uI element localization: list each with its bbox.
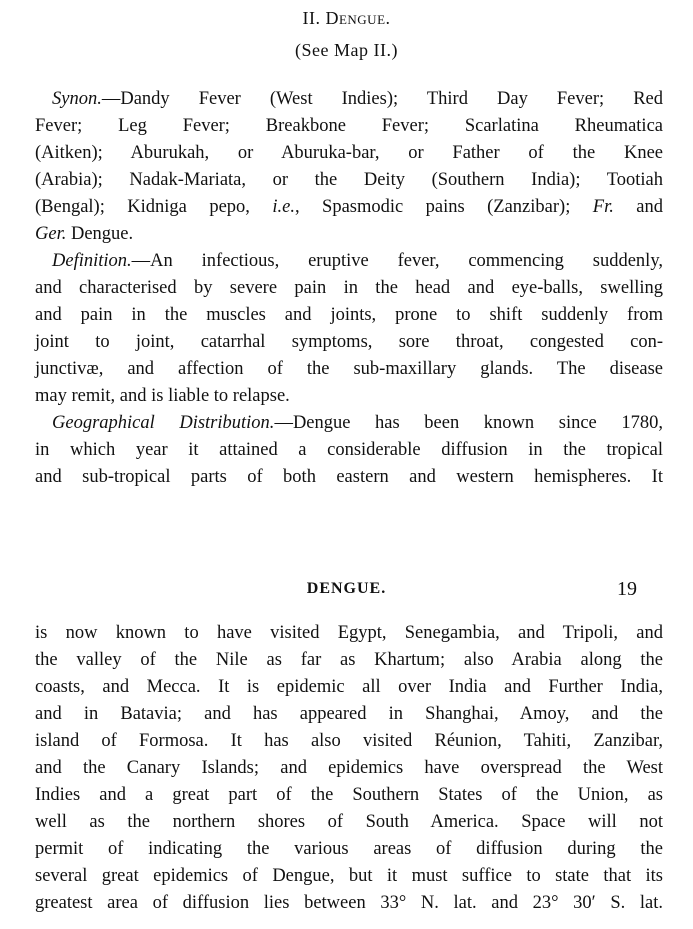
synonyms-line-6: Ger. Dengue. (35, 224, 134, 244)
continuation-line-3: coasts, and Mecca. It is epidemic all over India and Further India, (35, 677, 663, 697)
continuation-line-8: well as the northern shores of South America. Space will not (35, 812, 663, 832)
synonyms-line-2: Fever; Leg Fever; Breakbone Fever; Scarlatina Rheumatica (35, 116, 663, 136)
running-title: DENGUE. (306, 580, 387, 597)
continuation-line-6: and the Canary Islands; and epidemics have overspread the West (35, 758, 663, 778)
definition-label: Definition. (52, 251, 132, 271)
definition-line-5: junctivæ, and affection of the sub-maxillary glands. The disease (35, 359, 663, 379)
section-title: Dengue. (325, 8, 391, 28)
definition-line-4: joint to joint, catarrhal symptoms, sore throat, congested con- (35, 332, 663, 352)
definition-line-3: and pain in the muscles and joints, prone to shift suddenly from (35, 305, 663, 325)
continuation-line-5: island of Formosa. It has also visited Réunion, Tahiti, Zanzibar, (35, 731, 663, 751)
definition-line-6: may remit, and is liable to relapse. (35, 386, 290, 406)
continuation-line-10: several great epidemics of Dengue, but it must suffice to state that its (35, 866, 663, 886)
continuation-line-9: permit of indicating the various areas of diffusion during the (35, 839, 663, 859)
continuation-line-2: the valley of the Nile as far as Khartum; also Arabia along the (35, 650, 663, 670)
synonyms-line-4: (Arabia); Nadak-Mariata, or the Deity (Southern India); Tootiah (35, 170, 663, 190)
definition-line-1: Definition.—An infectious, eruptive fever, commencing suddenly, (52, 251, 663, 271)
continuation-line-4: and in Batavia; and has appeared in Shanghai, Amoy, and the (35, 704, 663, 724)
geography-line-1: Geographical Distribution.—Dengue has been known since 1780, (52, 413, 663, 433)
running-head (0, 574, 693, 604)
page-number: 19 (617, 578, 637, 600)
geography-line-2: in which year it attained a considerable diffusion in the tropical (35, 440, 663, 460)
geography-line-3: and sub-tropical parts of both eastern and western hemispheres. It (35, 467, 663, 487)
geography-label: Geographical Distribution. (52, 413, 275, 433)
synonyms-label: Synon. (52, 89, 102, 109)
continuation-line-11: greatest area of diffusion lies between 33° N. lat. and 23° 30′ S. lat. (35, 893, 663, 913)
continuation-line-1: is now known to have visited Egypt, Senegambia, and Tripoli, and (35, 623, 663, 643)
section-number: II. (302, 8, 321, 28)
synonyms-line-1: Synon.—Dandy Fever (West Indies); Third Day Fever; Red (52, 89, 663, 109)
section-heading (0, 8, 693, 29)
map-reference: (See Map II.) (295, 40, 398, 60)
synonyms-line-3: (Aitken); Aburukah, or Aburuka-bar, or Father of the Knee (35, 143, 663, 163)
definition-line-2: and characterised by severe pain in the head and eye-balls, swelling (35, 278, 663, 298)
continuation-line-7: Indies and a great part of the Southern States of the Union, as (35, 785, 663, 805)
synonyms-line-5: (Bengal); Kidniga pepo, i.e., Spasmodic pains (Zanzibar); Fr. and (35, 197, 663, 217)
